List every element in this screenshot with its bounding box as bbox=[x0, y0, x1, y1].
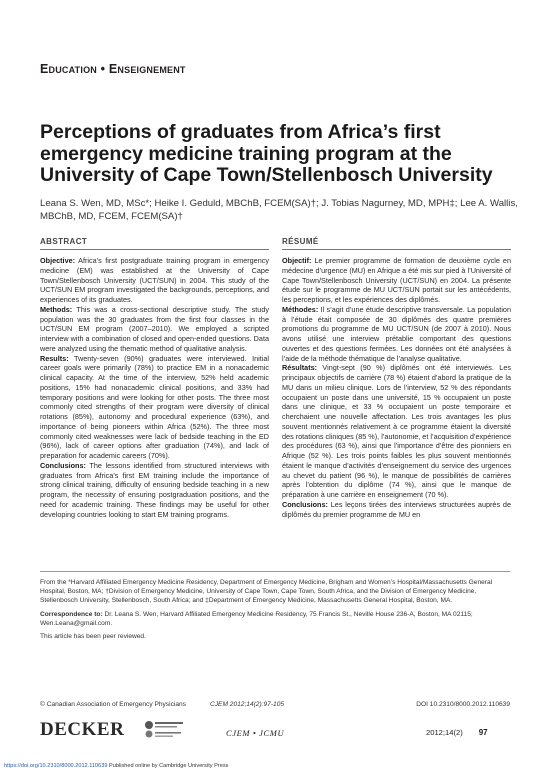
conclusions-label: Conclusions: bbox=[40, 460, 86, 470]
association-logo-icon bbox=[143, 719, 185, 739]
resume-column bbox=[282, 237, 511, 519]
section-label: Education • Enseignement bbox=[40, 62, 186, 76]
resultats-label: Résultats: bbox=[282, 363, 318, 373]
correspondence-text: Dr. Leana S. Wen, Harvard Affiliated Emergency Medicine Residency, 75 Francis St., Neville House 236-A, Boston, MA 02115; Wen.Leana@gmail.com. bbox=[40, 610, 473, 627]
page-number: 97 bbox=[478, 728, 488, 737]
issue: 2012;14(2) bbox=[426, 728, 463, 737]
abstract-heading: ABSTRACT bbox=[40, 237, 269, 250]
resume-conclusions-text: Les leçons tirées des interviews structurées auprès de diplômés du premier programme de MU en bbox=[282, 499, 511, 519]
correspondence-label: Correspondence to: bbox=[40, 610, 103, 618]
journal-name: CJEM • JCMU bbox=[226, 728, 285, 738]
abstract-results bbox=[40, 354, 269, 461]
peer-review-note: This article has been peer reviewed. bbox=[40, 633, 146, 641]
copyright: © Canadian Association of Emergency Physicians bbox=[40, 701, 186, 708]
abstract-objective bbox=[40, 256, 269, 305]
resume-resultats bbox=[282, 363, 511, 500]
results-text: Twenty-seven (90%) graduates were interviewed. Initial career goals were primarily (78%) to practice EM in a nonacademic clinical capacity. At the time of the interview, 52% held academic positions, 15% had nonacademic clinical positions, and 33% had temporary positions and were looking for other posts. The three most commonly cited strengths of their program were diversity of clinical rotations (85%), autonomy and procedural experience (63%), and importance of being pioneers within Africa (52%). The three most commonly cited weaknesses were lack of bedside teaching in the ED (96%), lack of career options after graduation (74%), and lack of preparation for academic careers (70%). bbox=[40, 353, 269, 460]
resume-conclusions bbox=[282, 500, 511, 520]
doi-link-suffix: Published online by Cambridge University Press bbox=[107, 763, 229, 769]
objectif-text: Le premier programme de formation de deuxième cycle en médecine d’urgence (MU) en Afrique a été mis sur pied à l’Université of Cape Town/Stellenbosch University (UCT/SUN) en 2004. La présente étude sur le programme de MU UCT/SUN portait sur les antécédents, les perceptions, et les expériences des diplômés. bbox=[282, 256, 511, 304]
objective-text: Africa’s first postgraduate training program in emergency medicine (EM) was established at the University of Cape Town/Stellenbosch University (UCT/SUN) in 2004. This study of the UCT/SUN EM program investigated the backgrounds, perceptions, and experiences of its graduates. bbox=[40, 256, 269, 304]
resume-objectif bbox=[282, 256, 511, 305]
publisher-logo: DECKER bbox=[40, 719, 125, 740]
methodes-text: Il s’agit d’une étude descriptive transversale. La population à l’étude était composée de 30 diplômés des quatre premières promotions du programme de MU UCT/SUN (de 2007 à 2010). Nous avons utilisé une interview prétablie comportant des questions ouvertes et des questions fermées. Les données ont été analysées à l’aide de la méthode thématique de l’analyse qualitative. bbox=[282, 304, 511, 363]
page-info bbox=[426, 728, 488, 737]
footnotes bbox=[40, 578, 510, 645]
resume-heading: RÉSUMÉ bbox=[282, 237, 511, 250]
objectif-label: Objectif: bbox=[282, 256, 312, 265]
methods-text: This was a cross-sectional descriptive study. The study population was the 30 graduates from the first four classes in the UCT/SUN EM program (2007–2010). We employed a scripted interview with a combination of closed and open-ended questions. Data were analyzed using the thematic method of qualitative analysis. bbox=[40, 304, 269, 353]
doi-link[interactable]: https://doi.org/10.2310/8000.2012.110639 bbox=[4, 763, 108, 769]
doi: DOI 10.2310/8000.2012.110639 bbox=[416, 701, 510, 708]
footnote-divider bbox=[40, 571, 510, 572]
resume-conclusions-label: Conclusions: bbox=[282, 499, 328, 509]
conclusions-text: The lessons identified from structured interviews with graduates from Africa’s first EM training include the importance of strong clinical training, difficulty of ensuring bedside teaching in a new program, the necessity of ensuring postgraduation positions, and the need for academic training. These findings may be useful for other developing countries looking to start EM training programs. bbox=[40, 460, 269, 519]
affiliations: From the *Harvard Affiliated Emergency Medicine Residency, Department of Emergency Medicine, Brigham and Women’s Hospital/Massachusetts General Hospital, Boston, MA; †Division of Emergency Medicine, University of Cape Town, Cape Town, South Africa, and the Division of Emergency Medicine, Stellenbosch University, Stellenbosch, South Africa; and ‡Department of Emergency Medicine, Massachusetts General Hospital, Boston, MA. bbox=[40, 579, 493, 605]
methodes-label: Méthodes: bbox=[282, 304, 319, 314]
resultats-text: Vingt-sept (90 %) diplômés ont été interviewés. Les principaux objectifs de carrière (78 %) étaient d’abord la pratique de la MU dans un milieu clinique. Lors de l’interview, 52 % des répondants occupaient un poste dans une université, 15 % occupaient un poste dans une clinique, et 33 % occupaient un poste temporaire et cherchaient une nouvelle affectation. Les trois avantages les plus souvent mentionnés relativement à ce programme étaient la diversité des rotations cliniques (85 %), l’autonomie, et l’acquisition d’expérience des procédures (63 %), ainsi que l’importance d’être des pionniers en Afrique (52 %). Les trois points faibles les plus souvent mentionnés étaient le manque d’activités d’enseignement du service des urgences au chevet du patient (96 %), le manque de possibilités de carrières après l’obtention du diplôme (74 %), ainsi que le manque de préparation à une carrière en enseignement (70 %). bbox=[282, 363, 511, 499]
correspondence bbox=[40, 610, 510, 628]
abstract-column bbox=[40, 237, 269, 519]
author-list: Leana S. Wen, MD, MSc*; Heike I. Geduld, MBChB, FCEM(SA)†; J. Tobias Nagurney, MD, MPH‡; Lee A. Wallis, MBChB, MD, FCEM, FCEM(SA)† bbox=[40, 198, 518, 222]
methods-label: Methods: bbox=[40, 304, 73, 314]
abstract-methods bbox=[40, 305, 269, 354]
results-label: Results: bbox=[40, 353, 69, 363]
objective-label: Objective: bbox=[40, 256, 76, 265]
citation: CJEM 2012;14(2):97-105 bbox=[210, 701, 285, 708]
abstract-conclusions bbox=[40, 461, 269, 520]
resume-methodes bbox=[282, 305, 511, 364]
doi-footer bbox=[4, 763, 228, 769]
citation-bar bbox=[40, 701, 510, 713]
article-title: Perceptions of graduates from Africa’s first emergency medicine training program at the University of Cape Town/Stellenbosch University bbox=[40, 121, 493, 186]
